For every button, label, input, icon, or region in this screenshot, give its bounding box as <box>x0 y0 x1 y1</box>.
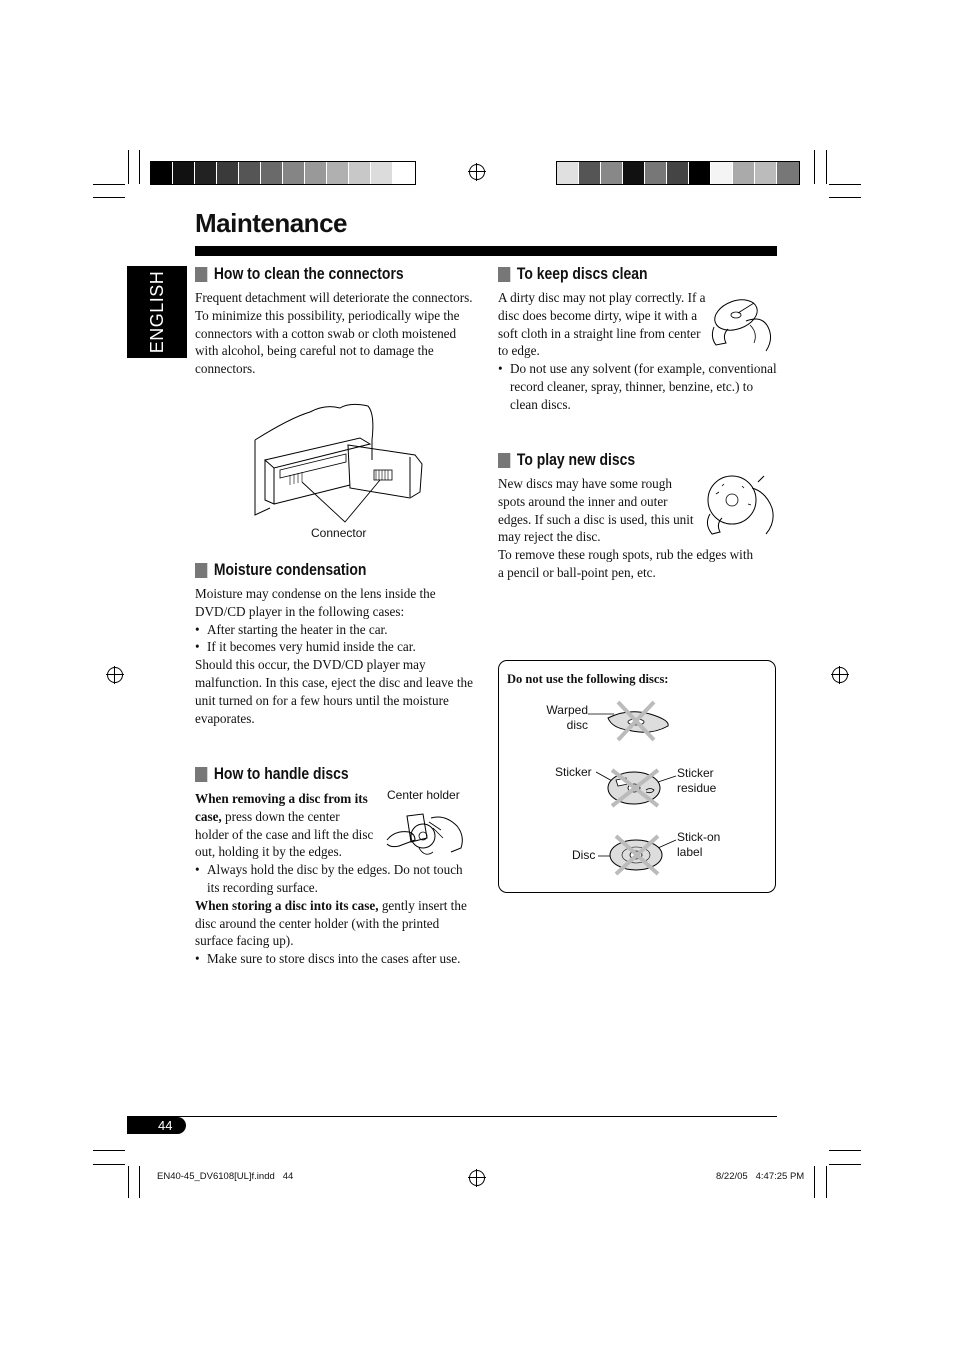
paragraph: press down the center holder of the case and lift the disc out, holding it by the edges. <box>195 808 374 860</box>
bullet-item: • After starting the heater in the car. <box>195 621 477 639</box>
paragraph: Moisture may condense on the lens inside the DVD/CD player in the following cases: <box>195 586 436 619</box>
heading-square-icon <box>195 767 207 782</box>
section-heading: To keep discs clean <box>498 264 728 284</box>
paragraph: Frequent detachment will deteriorate the connectors. <box>195 290 473 305</box>
sticker-disc-illustration <box>596 766 678 810</box>
new-disc-illustration <box>702 474 778 538</box>
figure-label-center-holder: Center holder <box>387 788 460 802</box>
paragraph: To remove these rough spots, rub the edges with a pencil or ball-point pen, etc. <box>498 547 754 580</box>
color-bar-right <box>556 161 800 185</box>
warped-disc-illustration <box>580 700 676 744</box>
heading-square-icon <box>498 267 510 282</box>
registration-mark-bottom <box>469 1170 485 1186</box>
label-warped-disc: Warped disc <box>546 703 588 732</box>
title-rule <box>195 246 777 256</box>
bullet-item: • Make sure to store discs into the cases after use. <box>195 950 477 968</box>
section-heading: To play new discs <box>498 450 713 470</box>
bullet-item: • If it becomes very humid inside the car. <box>195 638 477 656</box>
box-title: Do not use the following discs: <box>507 672 669 686</box>
paragraph: New discs may have some rough spots around the inner and outer edges. If such a disc is used, this unit may reject the disc. <box>498 476 694 545</box>
heading-square-icon <box>498 453 510 468</box>
bullet-item: • Do not use any solvent (for example, conventional record cleaner, spray, thinner, benzine, etc.) to clean discs. <box>498 360 778 413</box>
footer-timestamp: 8/22/05 4:47:25 PM <box>716 1171 805 1182</box>
connector-illustration <box>250 400 430 530</box>
paragraph: To minimize this possibility, periodically wipe the connectors with a cotton swab or cloth moistened with alcohol, being careful not to damage the connectors. <box>195 307 460 377</box>
section-moisture <box>195 560 477 727</box>
center-holder-illustration <box>385 808 467 866</box>
page-title: Maintenance <box>195 208 347 238</box>
label-sticker-residue: Sticker residue <box>677 766 717 795</box>
page-number-tab <box>127 1117 186 1134</box>
label-disc-illustration <box>598 830 678 878</box>
label-sticker: Sticker <box>555 765 592 779</box>
side-tab-label: ENGLISH <box>147 270 167 354</box>
section-heading: How to clean the connectors <box>195 264 425 284</box>
footer-rule <box>127 1116 777 1117</box>
registration-mark-left <box>107 667 123 683</box>
section-connectors <box>195 264 475 378</box>
label-stick-on: Stick-on label <box>677 830 721 859</box>
section-heading: How to handle discs <box>195 764 426 784</box>
paragraph: A dirty disc may not play correctly. If a disc does become dirty, wipe it with a soft cloth in a straight line from center to edge. <box>498 290 706 359</box>
bold-lead: When storing a disc into its case, <box>195 897 379 913</box>
heading-square-icon <box>195 563 207 578</box>
footer-file-name: EN40-45_DV6108[UL]f.indd 44 <box>157 1171 294 1182</box>
figure-label-connector: Connector <box>311 526 367 540</box>
wipe-disc-illustration <box>706 293 778 355</box>
bullet-item: • Always hold the disc by the edges. Do not touch its recording surface. <box>195 861 477 897</box>
registration-mark-right <box>832 667 848 683</box>
bold-lead: When removing a disc from its case, <box>195 791 368 824</box>
label-disc: Disc <box>572 848 596 862</box>
heading-square-icon <box>195 267 207 282</box>
page-number: 44 <box>158 1118 173 1133</box>
paragraph: Should this occur, the DVD/CD player may malfunction. In this case, eject the disc and leave the unit turned on for a few hours until the moisture evaporates. <box>195 657 473 726</box>
color-bar-left <box>150 161 416 185</box>
section-heading: Moisture condensation <box>195 560 426 580</box>
registration-mark-top <box>469 164 485 180</box>
paragraph: gently insert the disc around the center holder (with the printed surface facing up). <box>195 897 467 949</box>
